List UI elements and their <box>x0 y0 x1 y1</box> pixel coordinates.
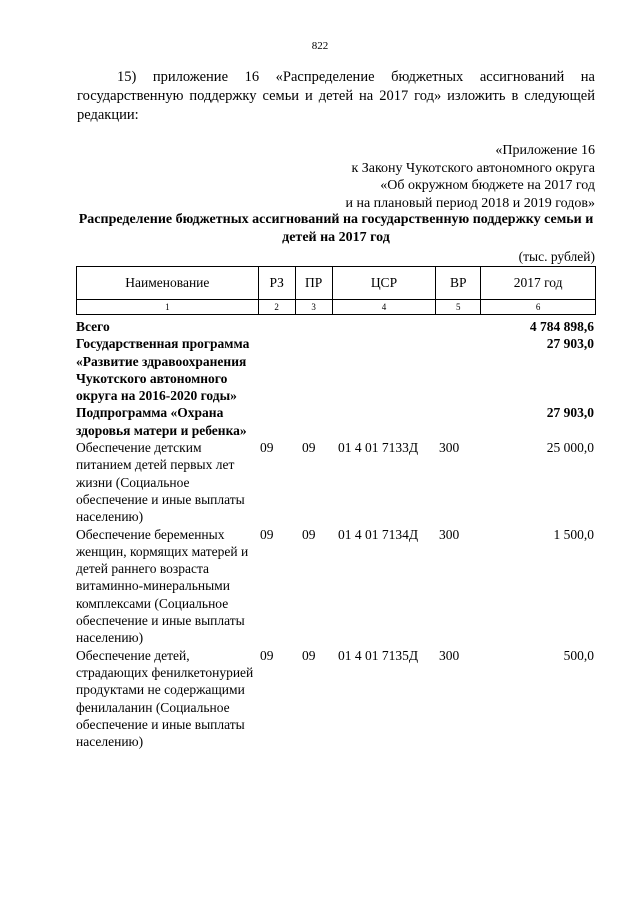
row-name: Подпрограмма «Охрана здоровья матери и ребенка» <box>76 405 247 438</box>
row-name: Всего <box>76 319 110 334</box>
row-amount: 25 000,0 <box>546 440 594 456</box>
header-rz: РЗ <box>258 267 295 300</box>
row-rz: 09 <box>260 440 274 456</box>
appendix-line: и на плановый период 2018 и 2019 годов» <box>345 195 595 211</box>
column-number: 4 <box>332 300 436 315</box>
column-number: 2 <box>258 300 295 315</box>
table-row <box>76 318 596 335</box>
row-vr: 300 <box>439 440 460 456</box>
row-csr: 01 4 01 7133Д <box>338 440 419 456</box>
header-name: Наименование <box>77 267 259 300</box>
row-rz: 09 <box>260 647 274 663</box>
row-amount: 27 903,0 <box>546 336 594 352</box>
appendix-line: «Приложение 16 <box>495 143 595 158</box>
appendix-line: к Закону Чукотского автономного округа <box>351 160 595 176</box>
header-pr: ПР <box>295 267 332 300</box>
table-row <box>76 335 596 404</box>
row-amount: 500,0 <box>563 647 594 663</box>
header-row <box>77 267 596 300</box>
column-number: 3 <box>295 300 332 315</box>
appendix-line: «Об окружном бюджете на 2017 год <box>380 178 595 193</box>
document-title: Распределение бюджетных ассигнований на государственную поддержку семьи и детей на 2017 год <box>78 212 594 245</box>
row-name: Обеспечение детей, страдающих фенилкетонурией продуктами не содержащими фенилаланин (Социальное обеспечение и иные выплаты населению) <box>76 647 254 750</box>
table-body <box>76 318 596 750</box>
table-row <box>76 526 596 647</box>
header-vr: ВР <box>436 267 481 300</box>
column-number: 5 <box>436 300 481 315</box>
row-csr: 01 4 01 7134Д <box>338 526 419 542</box>
column-number-row <box>77 300 596 315</box>
column-number: 6 <box>481 300 596 315</box>
row-name: Обеспечение беременных женщин, кормящих матерей и детей раннего возраста витаминно-минеральными комплексами (Социальное обеспечение и иные выплаты населению) <box>76 526 249 646</box>
table-row <box>76 439 596 525</box>
appendix-header <box>215 142 595 212</box>
column-number: 1 <box>77 300 259 315</box>
row-amount: 27 903,0 <box>546 405 594 421</box>
table-row <box>76 404 596 439</box>
row-name: Обеспечение детским питанием детей первых лет жизни (Социальное обеспечение и иные выплаты населению) <box>76 440 245 525</box>
row-name: Государственная программа «Развитие здравоохранения Чукотского автономного округа на 2016-2020 годы» <box>76 336 250 404</box>
row-pr: 09 <box>302 526 316 542</box>
intro-paragraph: 15) приложение 16 «Распределение бюджетных ассигнований на государственную поддержку семьи и детей на 2017 год» изложить в следующей редакции: <box>77 69 595 123</box>
row-pr: 09 <box>302 647 316 663</box>
units-label: (тыс. рублей) <box>518 249 595 264</box>
row-amount: 4 784 898,6 <box>529 319 594 334</box>
row-pr: 09 <box>302 440 316 456</box>
row-vr: 300 <box>439 526 460 542</box>
table-row <box>76 647 596 751</box>
row-csr: 01 4 01 7135Д <box>338 647 419 663</box>
header-year: 2017 год <box>481 267 596 300</box>
header-csr: ЦСР <box>332 267 436 300</box>
row-rz: 09 <box>260 526 274 542</box>
page-number: 822 <box>311 40 329 52</box>
row-amount: 1 500,0 <box>553 526 594 542</box>
row-vr: 300 <box>439 647 460 663</box>
table-header <box>76 266 596 315</box>
